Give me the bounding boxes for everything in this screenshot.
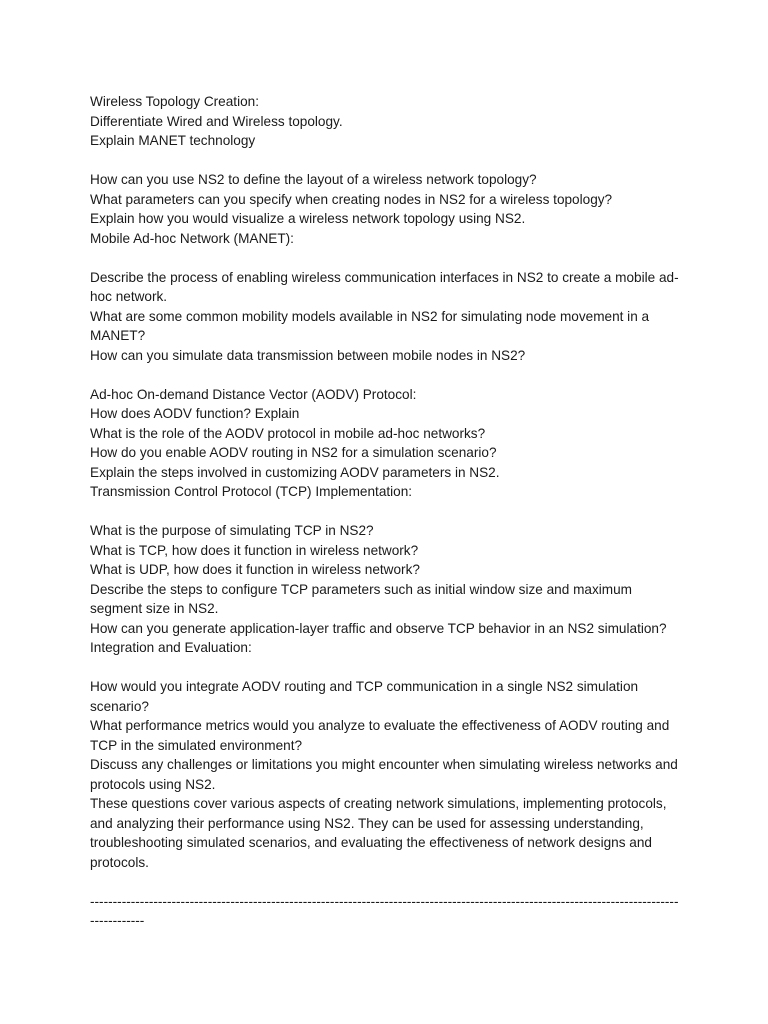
text-line: Integration and Evaluation:: [90, 640, 252, 655]
text-line: How would you integrate AODV routing and TCP communication in a single NS2 simulation scenario?: [90, 679, 642, 714]
text-line: How can you generate application-layer traffic and observe TCP behavior in an NS2 simulation?: [90, 620, 667, 636]
separator-line: ----------------------------------------------------------------------------------------------------------------------------------------------: [90, 893, 679, 928]
text-line: Discuss any challenges or limitations you might encounter when simulating wireless networks and protocols using NS2.: [90, 757, 682, 792]
text-line: What is TCP, how does it function in wireless network?: [90, 542, 419, 558]
text-line: How can you use NS2 to define the layout of a wireless network topology?: [90, 172, 537, 187]
text-line: What is the role of the AODV protocol in mobile ad-hoc networks?: [90, 425, 486, 441]
text-line: Wireless Topology Creation:: [90, 94, 259, 109]
text-line: Explain the steps involved in customizing AODV parameters in NS2.: [90, 464, 500, 480]
text-line: What is the purpose of simulating TCP in NS2?: [90, 523, 374, 538]
text-line: What are some common mobility models available in NS2 for simulating node movement in a MANET?: [90, 308, 653, 343]
text-line: These questions cover various aspects of creating network simulations, implementing protocols, and analyzing their performance using NS2. They can be used for assessing understanding, troubleshooting simulated scenarios, and evaluating the effectiveness of network designs and protocols.: [90, 796, 671, 870]
blank-line: [90, 658, 680, 678]
text-line: Explain MANET technology: [90, 133, 256, 148]
text-line: Explain how you would visualize a wireless network topology using NS2.: [90, 211, 526, 226]
blank-line: [90, 151, 680, 171]
text-line: Describe the process of enabling wireless communication interfaces in NS2 to create a mobile ad-hoc network.: [90, 269, 679, 304]
document-body: [90, 92, 680, 931]
text-line: How does AODV function? Explain: [90, 406, 300, 421]
blank-line: [90, 872, 680, 892]
text-line: Differentiate Wired and Wireless topology.: [90, 113, 343, 129]
text-line: How do you enable AODV routing in NS2 for a simulation scenario?: [90, 445, 497, 460]
text-line: Describe the steps to configure TCP parameters such as initial window size and maximum segment size in NS2.: [90, 581, 636, 616]
text-line: Ad-hoc On-demand Distance Vector (AODV) Protocol:: [90, 386, 417, 402]
blank-line: [90, 248, 680, 268]
text-line: What is UDP, how does it function in wireless network?: [90, 562, 420, 577]
text-line: What performance metrics would you analyze to evaluate the effectiveness of AODV routing and TCP in the simulated environment?: [90, 718, 673, 753]
text-line: Transmission Control Protocol (TCP) Implementation:: [90, 484, 413, 499]
text-line: How can you simulate data transmission between mobile nodes in NS2?: [90, 347, 526, 363]
text-line: Mobile Ad-hoc Network (MANET):: [90, 230, 294, 246]
blank-line: [90, 365, 680, 385]
blank-line: [90, 502, 680, 522]
text-line: What parameters can you specify when creating nodes in NS2 for a wireless topology?: [90, 191, 613, 207]
